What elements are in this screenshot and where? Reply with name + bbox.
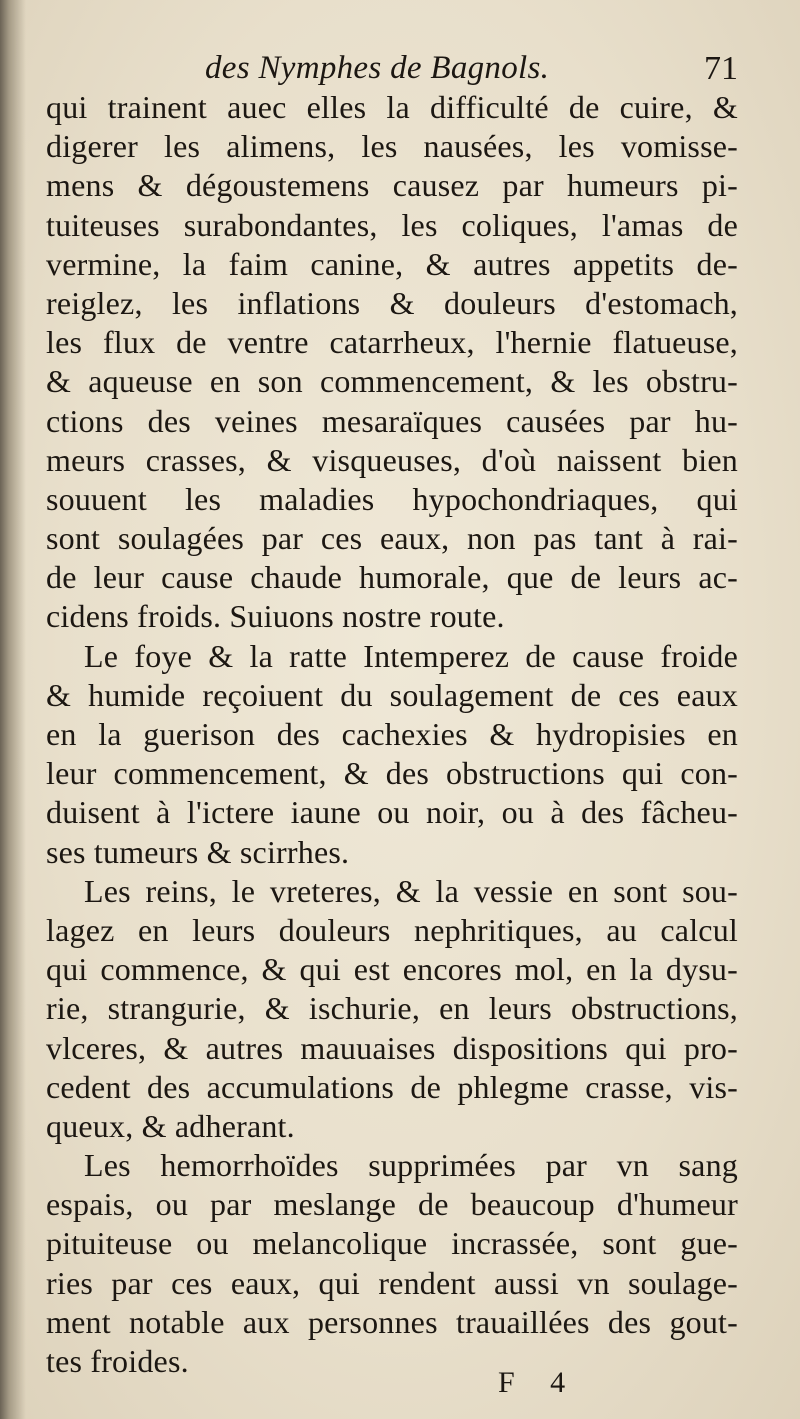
body-text [46, 88, 738, 1381]
text-line: les flux de ventre catarrheux, l'hernie flatueuse, [46, 324, 738, 361]
paragraph [46, 1146, 738, 1381]
text-line: pituiteuse ou melancolique incrassée, sont gue- [46, 1225, 738, 1262]
text-line: & aqueuse en son commencement, & les obstru- [46, 363, 738, 400]
text-line: qui commence, & qui est encores mol, en la dysu- [46, 951, 738, 988]
text-line: de leur cause chaude humorale, que de leurs ac- [46, 559, 738, 596]
text-line: duisent à l'ictere iaune ou noir, ou à des fâcheu- [46, 794, 738, 831]
text-line: ries par ces eaux, qui rendent aussi vn soulage- [46, 1264, 738, 1301]
paragraph [46, 88, 738, 637]
text-line: meurs crasses, & visqueuses, d'où naissent bien [46, 441, 738, 478]
running-head-title: des Nymphes de Bagnols. [205, 50, 550, 86]
text-line: Le foye & la ratte Intemperez de cause froide [84, 637, 738, 674]
text-line: cedent des accumulations de phlegme crasse, vis- [46, 1068, 738, 1105]
text-line: vermine, la faim canine, & autres appetits de- [46, 245, 738, 282]
text-line: rie, strangurie, & ischurie, en leurs obstructions, [46, 990, 738, 1027]
text-line: ses tumeurs & scirrhes. [46, 833, 350, 870]
text-line: reiglez, les inflations & douleurs d'estomach, [46, 284, 738, 321]
text-line: Les reins, le vreteres, & la vessie en sont sou- [84, 872, 738, 909]
text-line: leur commencement, & des obstructions qui con- [46, 755, 738, 792]
paragraph [46, 872, 738, 1146]
page-number: 71 [704, 50, 738, 87]
text-line: & humide reçoiuent du soulagement de ces eaux [46, 676, 738, 713]
text-line: sont soulagées par ces eaux, non pas tant à rai- [46, 520, 738, 557]
text-line: souuent les maladies hypochondriaques, qui [46, 480, 738, 517]
text-line: ctions des veines mesaraïques causées par hu- [46, 402, 738, 439]
text-line: espais, ou par meslange de beaucoup d'humeur [46, 1186, 738, 1223]
text-line: digerer les alimens, les nausées, les vomisse- [46, 128, 738, 165]
paragraph [46, 637, 738, 872]
text-line: tes froides. [46, 1343, 189, 1379]
text-line: mens & dégoustemens causez par humeurs pi- [46, 167, 738, 204]
text-line: queux, & adherant. [46, 1107, 295, 1144]
text-line: cidens froids. Suiuons nostre route. [46, 598, 505, 635]
binding-shadow [0, 0, 26, 1419]
signature-mark: F 4 [498, 1366, 580, 1399]
text-line: en la guerison des cachexies & hydropisies en [46, 716, 738, 752]
text-line: Les hemorrhoïdes supprimées par vn sang [84, 1147, 738, 1184]
text-line: qui trainent auec elles la difficulté de cuire, & [46, 89, 738, 125]
text-line: tuiteuses surabondantes, les coliques, l'amas de [46, 206, 738, 243]
text-line: ment notable aux personnes trauaillées des gout- [46, 1303, 738, 1340]
text-line: lagez en leurs douleurs nephritiques, au calcul [46, 911, 738, 948]
text-line: vlceres, & autres mauuaises dispositions qui pro- [46, 1029, 738, 1066]
